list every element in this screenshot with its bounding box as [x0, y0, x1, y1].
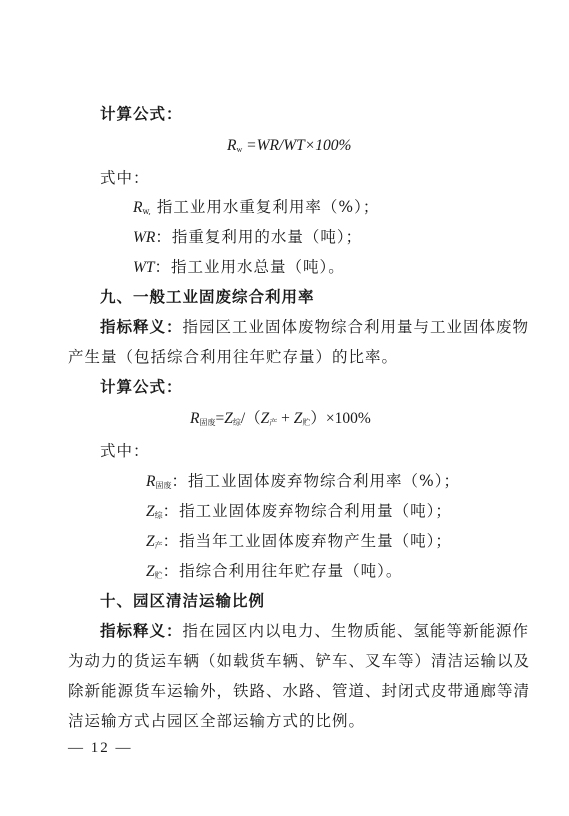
- page-number: — 12 —: [68, 740, 133, 756]
- indicator-note-9-line2: 产生量（包括综合利用往年贮存量）的比率。: [68, 348, 399, 366]
- definition-z-comprehensive: $Z_综$：指工业固体废弃物综合利用量（吨）；: [146, 502, 452, 520]
- calc-formula-label-1: 计算公式：: [100, 105, 183, 123]
- indicator-note-9-line1: 指标释义：指园区工业固体废物综合利用量与工业固体废物: [100, 318, 530, 336]
- indicator-note-10-line1: 指标释义：指在园区内以电力、生物质能、氢能等新能源作: [100, 622, 530, 640]
- definition-z-produced: $Z_产$：指当年工业固体废弃物产生量（吨）；: [146, 532, 452, 550]
- indicator-note-10-line2: 为动力的货运车辆（如载货车辆、铲车、叉车等）清洁运输以及: [68, 652, 531, 670]
- where-label-2: 式中：: [100, 442, 150, 460]
- section-heading-10: 十、园区清洁运输比例: [100, 592, 266, 610]
- formula-water-reuse: $R_w =WR/WT\times 100\%$: [227, 137, 352, 154]
- where-label-1: 式中：: [100, 169, 150, 187]
- indicator-note-10-line3: 除新能源货车运输外，铁路、水路、管道、封闭式皮带通廊等清: [68, 682, 531, 700]
- calc-formula-label-2: 计算公式：: [100, 378, 183, 396]
- definition-r-solid-waste: $R_{固废}$：指工业固体废弃物综合利用率（%）；: [146, 472, 460, 490]
- section-heading-9: 九、一般工业固废综合利用率: [100, 288, 315, 306]
- definition-wt: WT：指工业用水总量（吨）。: [133, 258, 345, 276]
- definition-wr: WR：指重复利用的水量（吨）；: [133, 228, 363, 246]
- formula-solid-waste: $R_{固废}=Z_综/(Z_产 + Z_贮)\times 100\%$: [190, 410, 371, 427]
- indicator-note-10-line4: 洁运输方式占园区全部运输方式的比例。: [68, 712, 366, 730]
- definition-z-stored: $Z_贮$：指综合利用往年贮存量（吨）。: [146, 562, 403, 580]
- definition-rw: $R_{w,}$ 指工业用水重复利用率（%）；: [133, 198, 380, 216]
